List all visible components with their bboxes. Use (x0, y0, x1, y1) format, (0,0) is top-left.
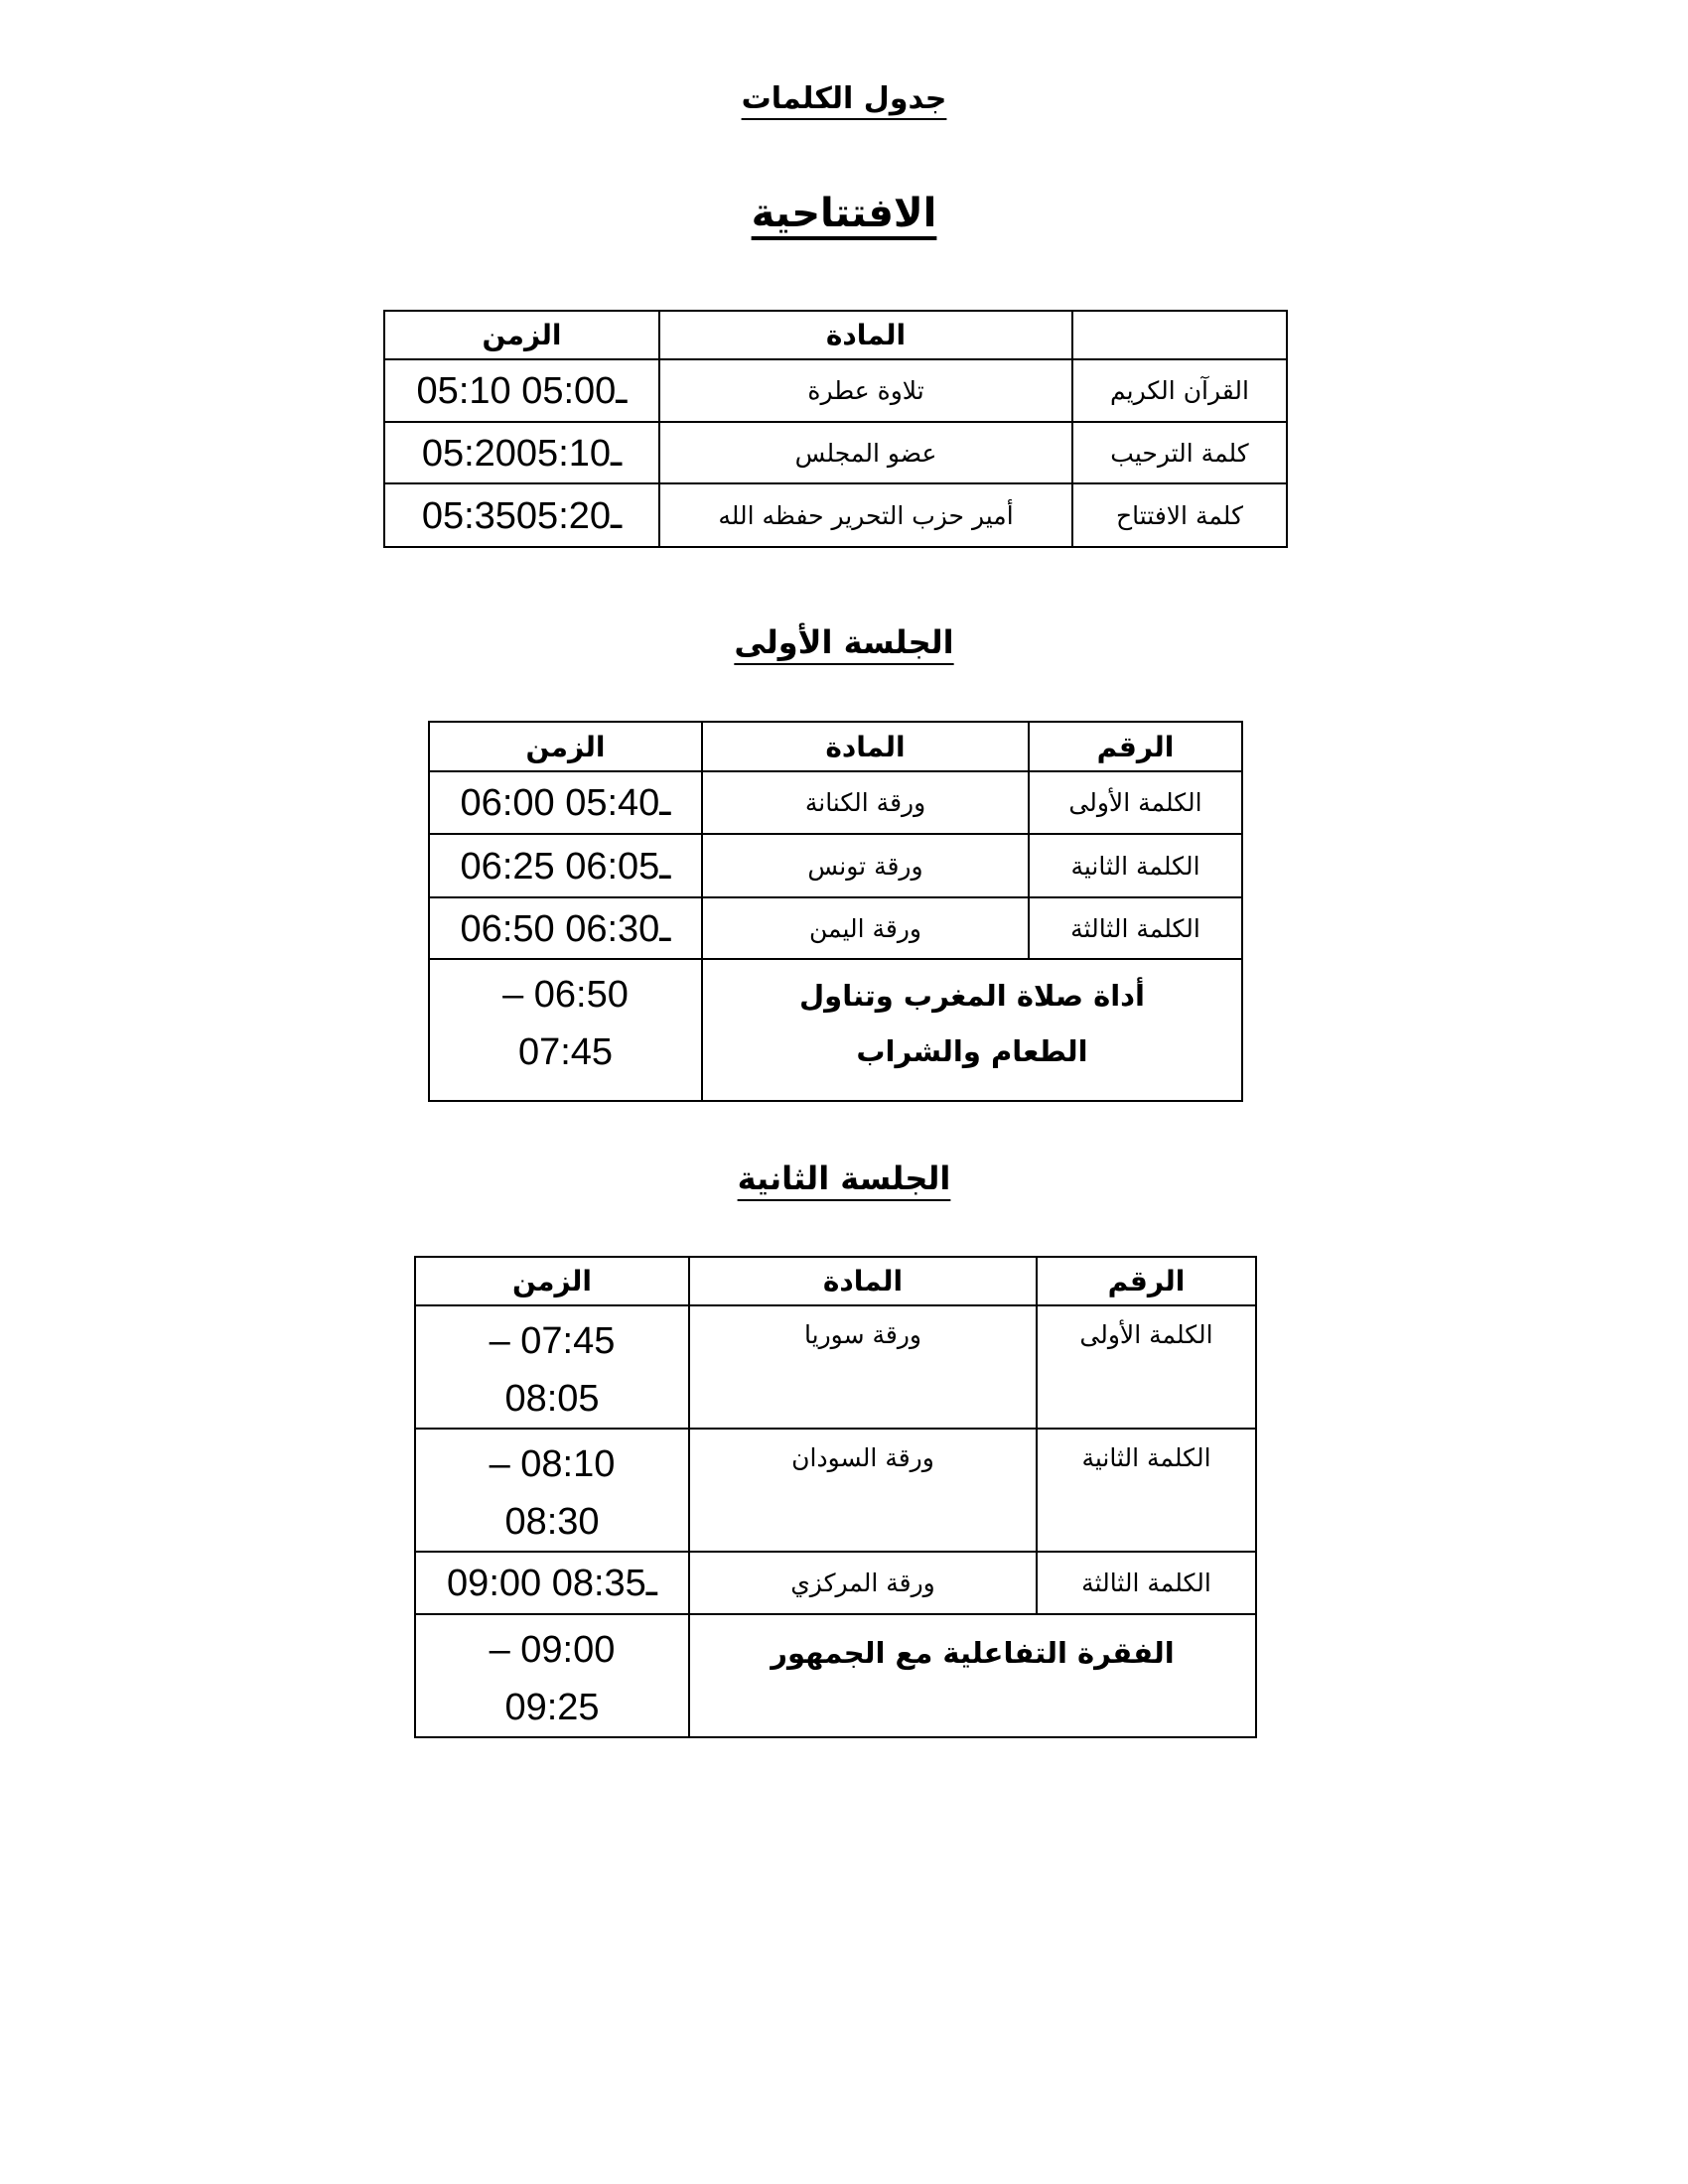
table-row (415, 1305, 1256, 1429)
time-start: – 07:45 (489, 1320, 616, 1362)
interactive-segment: الفقرة التفاعلية مع الجمهور (689, 1614, 1256, 1737)
table-row (384, 422, 1287, 483)
cell-subject: أمير حزب التحرير حفظه الله (659, 483, 1072, 547)
header-number (1072, 311, 1287, 359)
cell-subject: عضو المجلس (659, 422, 1072, 483)
cell-subject: ورقة الكنانة (702, 771, 1029, 834)
header-time: الزمن (415, 1257, 689, 1305)
document-title (0, 81, 1688, 116)
section-heading-session-1 (0, 623, 1688, 661)
section-heading-text: الافتتاحية (751, 191, 937, 236)
cell-subject: ورقة السودان (689, 1429, 1037, 1552)
cell-subject: ورقة اليمن (702, 897, 1029, 959)
table-row (384, 483, 1287, 547)
time-end: 09:25 (504, 1687, 600, 1728)
cell-number: الكلمة الثالثة (1037, 1552, 1256, 1614)
cell-number: القرآن الكريم (1072, 359, 1287, 422)
cell-time: 05:20ـ05:10 (384, 422, 659, 483)
cell-number: الكلمة الأولى (1037, 1305, 1256, 1429)
table-row (384, 359, 1287, 422)
table-header-row (429, 722, 1242, 771)
document-title-text: جدول الكلمات (741, 81, 947, 116)
section-heading-text: الجلسة الثانية (737, 1160, 951, 1197)
header-number: الرقم (1037, 1257, 1256, 1305)
table-row (415, 1429, 1256, 1552)
section-heading-text: الجلسة الأولى (734, 623, 954, 661)
time-start: – 08:10 (489, 1443, 616, 1485)
cell-number: كلمة الترحيب (1072, 422, 1287, 483)
cell-time (415, 1305, 689, 1429)
cell-time (429, 959, 702, 1101)
cell-time (415, 1614, 689, 1737)
cell-time: 05:35ـ05:20 (384, 483, 659, 547)
cell-subject: ورقة تونس (702, 834, 1029, 897)
table-header-row (415, 1257, 1256, 1305)
break-row (415, 1614, 1256, 1737)
cell-subject: ورقة المركزي (689, 1552, 1037, 1614)
header-subject: المادة (689, 1257, 1037, 1305)
section-heading-opening (0, 191, 1688, 236)
header-subject: المادة (702, 722, 1029, 771)
header-number: الرقم (1029, 722, 1242, 771)
session-1-schedule-table (428, 721, 1243, 1102)
cell-time (415, 1429, 689, 1552)
header-time: الزمن (429, 722, 702, 771)
time-end: 08:30 (504, 1501, 600, 1543)
session-2-schedule-table (414, 1256, 1257, 1738)
cell-time: 06:50 ـ06:30 (429, 897, 702, 959)
opening-schedule-table (383, 310, 1288, 548)
table-row (429, 897, 1242, 959)
header-subject: المادة (659, 311, 1072, 359)
break-subject: أداة صلاة المغرب وتناول الطعام والشراب (702, 959, 1242, 1101)
table-row (429, 834, 1242, 897)
cell-number: الكلمة الأولى (1029, 771, 1242, 834)
cell-number: الكلمة الثانية (1037, 1429, 1256, 1552)
cell-time: 09:00 ـ08:35 (415, 1552, 689, 1614)
cell-number: كلمة الافتتاح (1072, 483, 1287, 547)
cell-time: 06:00 ـ05:40 (429, 771, 702, 834)
time-end: 07:45 (517, 1031, 614, 1073)
header-time: الزمن (384, 311, 659, 359)
section-heading-session-2 (0, 1160, 1688, 1197)
table-row (415, 1552, 1256, 1614)
cell-time: 06:25 ـ06:05 (429, 834, 702, 897)
cell-number: الكلمة الثالثة (1029, 897, 1242, 959)
table-header-row (384, 311, 1287, 359)
time-start: – 09:00 (489, 1629, 616, 1671)
cell-subject: ورقة سوريا (689, 1305, 1037, 1429)
cell-time: 05:10 ـ05:00 (384, 359, 659, 422)
cell-subject: تلاوة عطرة (659, 359, 1072, 422)
table-row (429, 771, 1242, 834)
break-row (429, 959, 1242, 1101)
time-start: – 06:50 (502, 974, 629, 1016)
time-end: 08:05 (504, 1378, 600, 1420)
cell-number: الكلمة الثانية (1029, 834, 1242, 897)
